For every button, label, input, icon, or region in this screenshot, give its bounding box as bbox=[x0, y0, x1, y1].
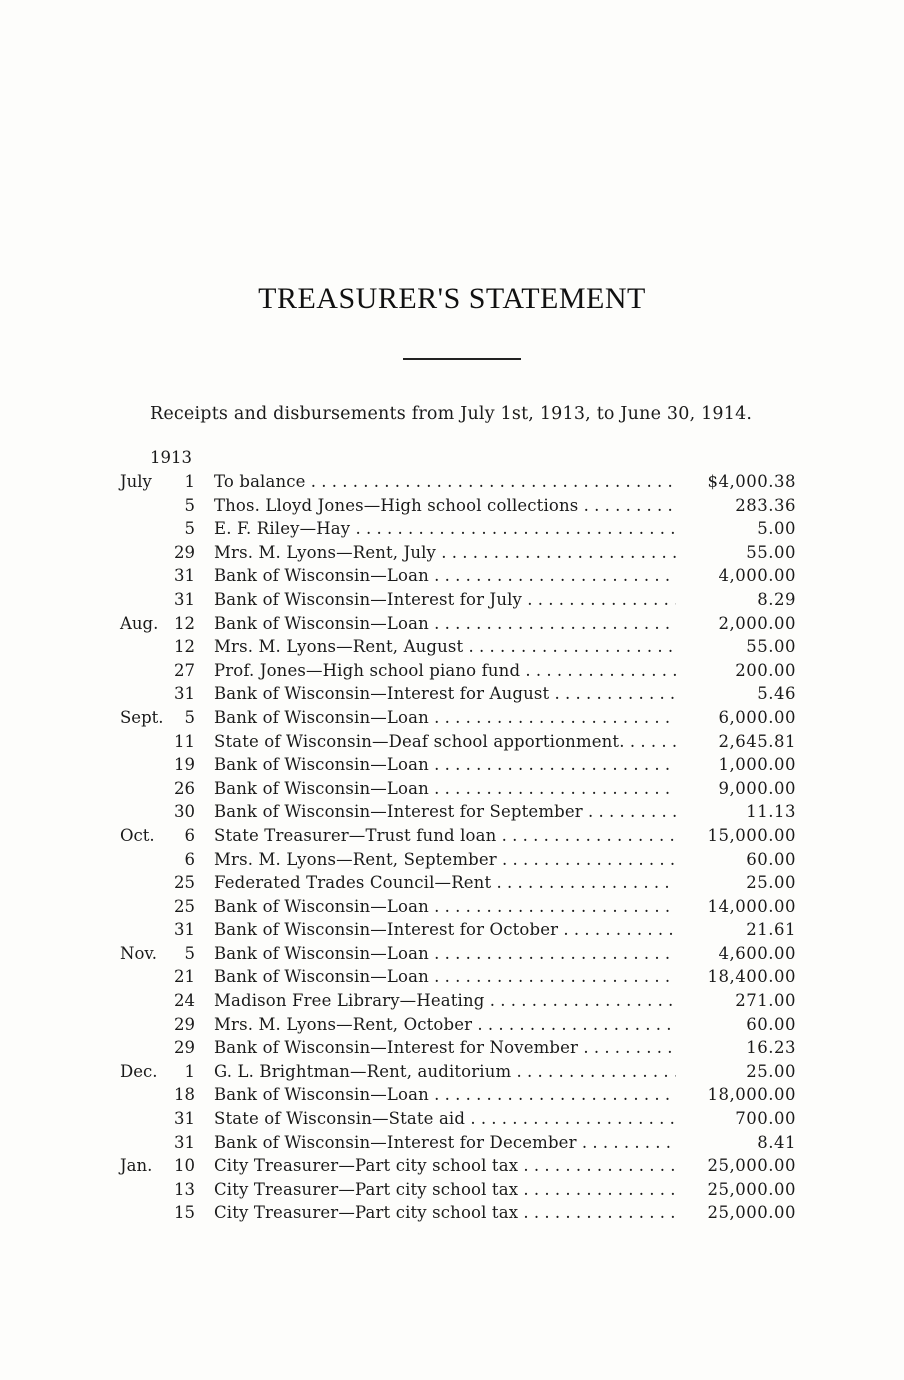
ledger-row bbox=[0, 1201, 904, 1225]
ledger-description: Bank of Wisconsin—Interest for August . . . bbox=[214, 682, 676, 706]
ledger-description: Federated Trades Council—Rent . . . bbox=[214, 871, 676, 895]
ledger-description: Bank of Wisconsin—Loan . . . bbox=[214, 564, 676, 588]
ledger-amount: 8.29 bbox=[757, 589, 796, 609]
ledger-day: 18 bbox=[174, 1085, 195, 1105]
ledger-row bbox=[0, 942, 904, 966]
ledger-description: City Treasurer—Part city school tax . . . bbox=[214, 1154, 676, 1178]
ledger-amount: 5.46 bbox=[757, 684, 796, 704]
ledger-day: 29 bbox=[174, 1014, 195, 1034]
ledger-row bbox=[0, 989, 904, 1013]
ledger-amount: 60.00 bbox=[746, 1014, 796, 1034]
ledger-day: 12 bbox=[174, 613, 195, 633]
ledger-description: Bank of Wisconsin—Loan . . . bbox=[214, 706, 676, 730]
ledger-day: 21 bbox=[174, 967, 195, 987]
ledger-month: Nov. bbox=[120, 943, 157, 963]
ledger-row bbox=[0, 659, 904, 683]
ledger-row bbox=[0, 777, 904, 801]
ledger-day: 31 bbox=[174, 589, 195, 609]
statement-subtitle: Receipts and disbursements from July 1st, 1913, to June 30, 1914. bbox=[150, 404, 753, 424]
ledger-description: G. L. Brightman—Rent, auditorium . . . bbox=[214, 1060, 676, 1084]
ledger-amount: 14,000.00 bbox=[707, 896, 796, 916]
ledger-day: 25 bbox=[174, 896, 195, 916]
ledger-row bbox=[0, 800, 904, 824]
ledger-row bbox=[0, 824, 904, 848]
ledger-amount: 25.00 bbox=[746, 873, 796, 893]
ledger-description: State Treasurer—Trust fund loan . . . bbox=[214, 824, 676, 848]
ledger-amount: 200.00 bbox=[735, 660, 796, 680]
ledger-day: 31 bbox=[174, 1109, 195, 1129]
ledger-description: Bank of Wisconsin—Loan . . . bbox=[214, 612, 676, 636]
ledger-description: Bank of Wisconsin—Loan . . . bbox=[214, 753, 676, 777]
ledger-row bbox=[0, 848, 904, 872]
ledger-row bbox=[0, 895, 904, 919]
ledger-day: 6 bbox=[184, 825, 195, 845]
ledger-day: 31 bbox=[174, 920, 195, 940]
ledger-row bbox=[0, 1107, 904, 1131]
ledger-description: To balance . . . bbox=[214, 470, 676, 494]
ledger-amount: 5.00 bbox=[757, 519, 796, 539]
ledger-amount: 18,400.00 bbox=[707, 967, 796, 987]
ledger-day: 1 bbox=[184, 1061, 195, 1081]
ledger-description: Bank of Wisconsin—Loan . . . bbox=[214, 777, 676, 801]
ledger-row bbox=[0, 918, 904, 942]
ledger-row bbox=[0, 470, 904, 494]
ledger-day: 31 bbox=[174, 566, 195, 586]
ledger-table bbox=[0, 470, 904, 1225]
ledger-day: 5 bbox=[184, 519, 195, 539]
ledger-day: 30 bbox=[174, 802, 195, 822]
ledger-day: 29 bbox=[174, 1038, 195, 1058]
ledger-row bbox=[0, 1178, 904, 1202]
ledger-amount: 2,000.00 bbox=[718, 613, 796, 633]
ledger-amount: 25,000.00 bbox=[707, 1156, 796, 1176]
ledger-row bbox=[0, 1083, 904, 1107]
ledger-row bbox=[0, 635, 904, 659]
ledger-row bbox=[0, 612, 904, 636]
ledger-amount: 16.23 bbox=[746, 1038, 796, 1058]
ledger-amount: 18,000.00 bbox=[707, 1085, 796, 1105]
ledger-amount: 283.36 bbox=[735, 495, 796, 515]
ledger-day: 31 bbox=[174, 684, 195, 704]
ledger-amount: 8.41 bbox=[757, 1132, 796, 1152]
ledger-row bbox=[0, 730, 904, 754]
ledger-day: 25 bbox=[174, 873, 195, 893]
ledger-amount: 6,000.00 bbox=[718, 707, 796, 727]
ledger-amount: 11.13 bbox=[746, 802, 796, 822]
ledger-row bbox=[0, 1036, 904, 1060]
ledger-amount: 60.00 bbox=[746, 849, 796, 869]
ledger-amount: 21.61 bbox=[746, 920, 796, 940]
ledger-amount: 9,000.00 bbox=[718, 778, 796, 798]
ledger-row bbox=[0, 1013, 904, 1037]
ledger-description: City Treasurer—Part city school tax . . . bbox=[214, 1201, 676, 1225]
ledger-day: 31 bbox=[174, 1132, 195, 1152]
ledger-description: Mrs. M. Lyons—Rent, August . . . bbox=[214, 635, 676, 659]
ledger-day: 11 bbox=[174, 731, 195, 751]
ledger-day: 10 bbox=[174, 1156, 195, 1176]
ledger-description: City Treasurer—Part city school tax . . . bbox=[214, 1178, 676, 1202]
ledger-row bbox=[0, 517, 904, 541]
ledger-day: 12 bbox=[174, 637, 195, 657]
ledger-amount: 55.00 bbox=[746, 637, 796, 657]
ledger-description: Mrs. M. Lyons—Rent, July . . . bbox=[214, 541, 676, 565]
ledger-month: Dec. bbox=[120, 1061, 158, 1081]
ledger-day: 5 bbox=[184, 943, 195, 963]
ledger-amount: 4,600.00 bbox=[718, 943, 796, 963]
ledger-amount: 700.00 bbox=[735, 1109, 796, 1129]
ledger-day: 15 bbox=[174, 1203, 195, 1223]
ledger-description: Mrs. M. Lyons—Rent, September . . . bbox=[214, 848, 676, 872]
ledger-day: 5 bbox=[184, 495, 195, 515]
ledger-row bbox=[0, 706, 904, 730]
ledger-month: Oct. bbox=[120, 825, 155, 845]
ledger-month: Jan. bbox=[120, 1156, 153, 1176]
ledger-month: Aug. bbox=[120, 613, 159, 633]
ledger-amount: 55.00 bbox=[746, 542, 796, 562]
ledger-description: Prof. Jones—High school piano fund . . . bbox=[214, 659, 676, 683]
page-title: TREASURER'S STATEMENT bbox=[258, 282, 646, 315]
ledger-description: Bank of Wisconsin—Interest for July . . . bbox=[214, 588, 676, 612]
ledger-amount: 25.00 bbox=[746, 1061, 796, 1081]
ledger-day: 13 bbox=[174, 1179, 195, 1199]
ledger-amount: 25,000.00 bbox=[707, 1203, 796, 1223]
ledger-month: July bbox=[120, 472, 152, 491]
ledger-month: Sept. bbox=[120, 707, 164, 727]
ledger-row bbox=[0, 871, 904, 895]
ledger-amount: 4,000.00 bbox=[718, 566, 796, 586]
ledger-amount: 15,000.00 bbox=[707, 825, 796, 845]
ledger-description: Bank of Wisconsin—Interest for October . . . bbox=[214, 918, 676, 942]
ledger-description: Bank of Wisconsin—Interest for December . . . bbox=[214, 1131, 676, 1155]
ledger-description: Bank of Wisconsin—Interest for September . . . bbox=[214, 800, 676, 824]
ledger-day: 19 bbox=[174, 755, 195, 775]
ledger-day: 29 bbox=[174, 542, 195, 562]
ledger-description: State of Wisconsin—State aid . . . bbox=[214, 1107, 676, 1131]
year-heading: 1913 bbox=[150, 448, 192, 467]
ledger-description: Mrs. M. Lyons—Rent, October . . . bbox=[214, 1013, 676, 1037]
ledger-description: Bank of Wisconsin—Loan . . . bbox=[214, 895, 676, 919]
ledger-row bbox=[0, 753, 904, 777]
ledger-description: Bank of Wisconsin—Loan . . . bbox=[214, 965, 676, 989]
ledger-description: Bank of Wisconsin—Interest for November . . . bbox=[214, 1036, 676, 1060]
ledger-amount: 271.00 bbox=[735, 991, 796, 1011]
ledger-description: Bank of Wisconsin—Loan . . . bbox=[214, 942, 676, 966]
ledger-description: E. F. Riley—Hay . . . bbox=[214, 517, 676, 541]
ledger-description: Madison Free Library—Heating . . . bbox=[214, 989, 676, 1013]
ledger-description: Bank of Wisconsin—Loan . . . bbox=[214, 1083, 676, 1107]
ledger-row bbox=[0, 1060, 904, 1084]
ledger-row bbox=[0, 494, 904, 518]
ledger-row bbox=[0, 541, 904, 565]
ledger-amount: 1,000.00 bbox=[718, 755, 796, 775]
ledger-description: State of Wisconsin—Deaf school apportionment. . . . bbox=[214, 730, 676, 754]
ledger-row bbox=[0, 682, 904, 706]
ledger-row bbox=[0, 1131, 904, 1155]
ledger-day: 27 bbox=[174, 660, 195, 680]
ledger-row bbox=[0, 1154, 904, 1178]
ledger-row bbox=[0, 965, 904, 989]
ledger-day: 24 bbox=[174, 991, 195, 1011]
ledger-day: 26 bbox=[174, 778, 195, 798]
ledger-amount: 2,645.81 bbox=[718, 731, 796, 751]
ledger-day: 1 bbox=[184, 472, 195, 491]
ledger-description: Thos. Lloyd Jones—High school collections . . . bbox=[214, 494, 676, 518]
ledger-amount: $4,000.38 bbox=[707, 472, 796, 491]
ledger-day: 6 bbox=[184, 849, 195, 869]
ledger-day: 5 bbox=[184, 707, 195, 727]
ledger-row bbox=[0, 564, 904, 588]
ledger-row bbox=[0, 588, 904, 612]
ledger-amount: 25,000.00 bbox=[707, 1179, 796, 1199]
title-divider bbox=[403, 358, 521, 360]
